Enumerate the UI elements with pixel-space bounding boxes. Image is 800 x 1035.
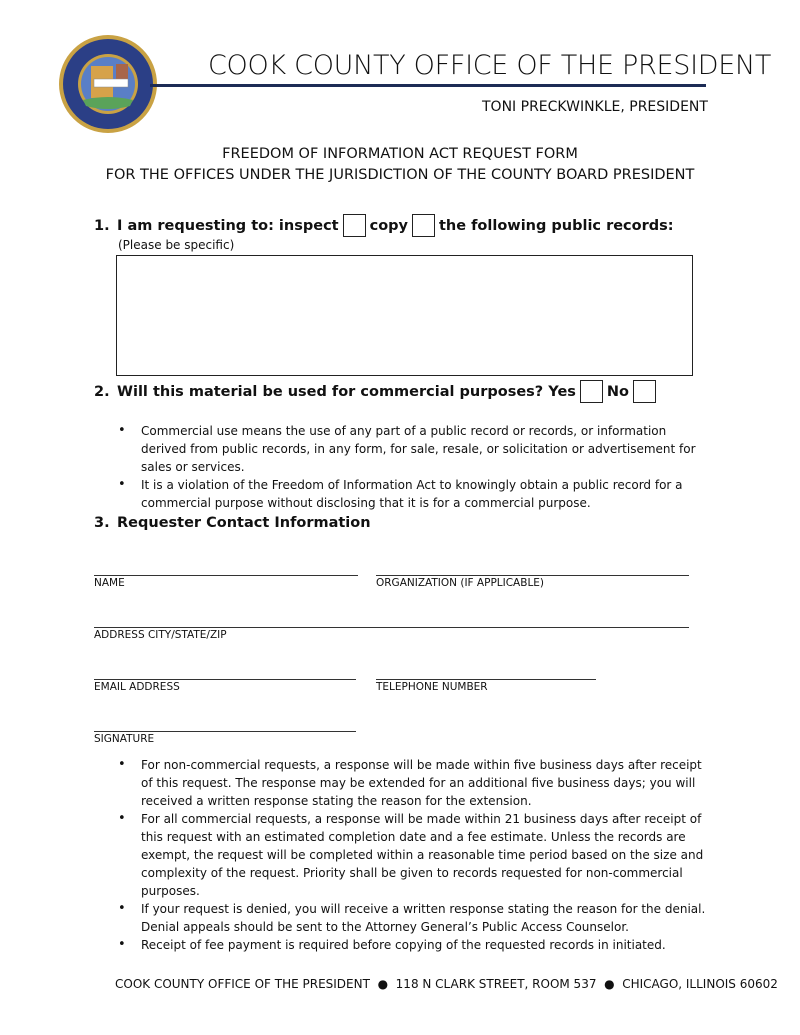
signature-field[interactable] [94, 731, 356, 732]
commercial-bullets [118, 422, 708, 512]
q1-number: 1. [94, 217, 110, 234]
question-2 [94, 380, 660, 403]
address-field[interactable] [94, 627, 689, 628]
yes-checkbox[interactable] [580, 380, 603, 403]
name-label: NAME [94, 577, 125, 589]
copy-label: copy [369, 217, 408, 234]
q1-text: I am requesting to: inspect [117, 217, 339, 234]
note-item: • If your request is denied, you will receive a written response stating the reason for the denial. Denial appeals should be sent to the Attorney General’s Public Access Counselor. [118, 900, 708, 936]
q2-number: 2. [94, 383, 110, 400]
organization-label: ORGANIZATION (IF APPLICABLE) [376, 577, 545, 589]
footer-org: COOK COUNTY OFFICE OF THE PRESIDENT [115, 977, 370, 991]
footer: COOK COUNTY OFFICE OF THE PRESIDENT ● 118 N CLARK STREET, ROOM 537 ● CHICAGO, ILLINOIS 60602 [115, 977, 778, 991]
q3-number: 3. [94, 515, 110, 531]
q2-text: Will this material be used for commercial purposes? [117, 383, 544, 400]
copy-checkbox[interactable] [412, 214, 435, 237]
question-3 [94, 515, 371, 531]
bullet-item: • Commercial use means the use of any part of a public record or records, or information derived from public records, in any form, for sale, resale, or solicitation or advertisement for sales or services. [118, 422, 708, 476]
note-item: • For non-commercial requests, a response will be made within five business days after receipt of this request. The response may be extended for an additional five business days; you will received a written response stating the reason for the extension. [118, 756, 708, 810]
response-notes [118, 756, 708, 954]
signature-label: SIGNATURE [94, 733, 155, 745]
email-label: EMAIL ADDRESS [94, 681, 180, 693]
inspect-checkbox[interactable] [343, 214, 366, 237]
q1-hint: (Please be specific) [118, 238, 235, 252]
email-field[interactable] [94, 679, 356, 680]
note-item: • Receipt of fee payment is required before copying of the requested records in initiated. [118, 936, 708, 954]
question-1 [94, 214, 674, 237]
header-rule [150, 84, 706, 87]
bullet-item: • It is a violation of the Freedom of Information Act to knowingly obtain a public record for a commercial purpose without disclosing that it is for a commercial purpose. [118, 476, 708, 512]
no-checkbox[interactable] [633, 380, 656, 403]
footer-address: 118 N CLARK STREET, ROOM 537 [395, 977, 597, 991]
note-item: • For all commercial requests, a response will be made within 21 business days after receipt of this request with an estimated completion date and a fee estimate. Unless the records are exempt, the request will be completed within a reasonable time period based on the size and complexity of the request. Priority shall be given to records requested for non-commercial purposes. [118, 810, 708, 900]
q1-rest: the following public records: [438, 217, 674, 234]
page-title: COOK COUNTY OFFICE OF THE PRESIDENT [208, 50, 772, 81]
name-field[interactable] [94, 575, 358, 576]
address-label: ADDRESS CITY/STATE/ZIP [94, 629, 227, 641]
form-subtitle: FOR THE OFFICES UNDER THE JURISDICTION OF THE COUNTY BOARD PRESIDENT [105, 167, 695, 183]
no-label: No [606, 383, 630, 400]
q3-text: Requester Contact Information [117, 515, 371, 531]
organization-field[interactable] [376, 575, 689, 576]
form-title: FREEDOM OF INFORMATION ACT REQUEST FORM [222, 146, 578, 162]
cook-county-seal-logo [58, 34, 158, 134]
records-textarea[interactable] [116, 255, 693, 376]
footer-city: CHICAGO, ILLINOIS 60602 [622, 977, 778, 991]
yes-label: Yes [548, 383, 576, 400]
president-name: TONI PRECKWINKLE, PRESIDENT [482, 99, 708, 115]
telephone-field[interactable] [376, 679, 596, 680]
telephone-label: TELEPHONE NUMBER [376, 681, 488, 693]
